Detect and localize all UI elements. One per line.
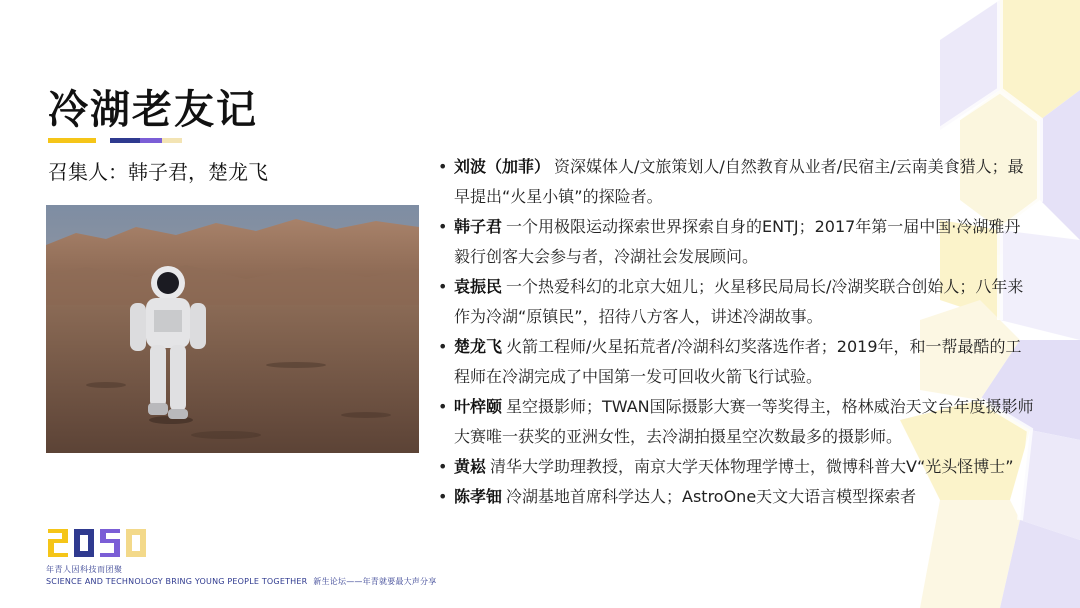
convener-line: 召集人：韩子君，楚龙飞 xyxy=(48,160,268,184)
person-name: 韩子君 xyxy=(454,217,503,236)
list-item: • 叶梓颐 星空摄影师；TWAN国际摄影大赛一等奖得主，格林威治天文台年度摄影师大赛唯一获奖的亚洲女性，去冷湖拍摄星空次数最多的摄影师。 xyxy=(438,397,1034,446)
list-item: • 黄崧 清华大学助理教授，南京大学天体物理学博士，微博科普大V“光头怪博士” xyxy=(438,457,1014,476)
list-item: • 陈孝钿 冷湖基地首席科学达人；AstroOne天文大语言模型探索者 xyxy=(438,487,917,506)
org-line: 年青人因科技而团聚 xyxy=(46,565,123,574)
slogan-line xyxy=(46,576,436,587)
list-item: • 楚龙飞 火箭工程师/火星拓荒者/冷湖科幻奖落选作者；2019年，和一帮最酷的工程师在冷湖完成了中国第一发可回收火箭飞行试验。 xyxy=(438,337,1022,386)
slogan-cn: 新生论坛——年青就要最大声分享 xyxy=(313,577,437,586)
page-title: 冷湖老友记 xyxy=(48,87,258,133)
list-item: • 韩子君 一个用极限运动探索世界探索自身的ENTJ；2017年第一届中国·冷湖雅丹毅行创客大会参与者，冷湖社会发展顾问。 xyxy=(438,217,1021,266)
person-desc: 一个热爱科幻的北京大妞儿；火星移民局局长/冷湖奖联合创始人；八年来作为冷湖“原镇民”，招待八方客人，讲述冷湖故事。 xyxy=(454,277,1024,326)
people-list xyxy=(436,152,1036,512)
astronaut-photo xyxy=(46,205,419,453)
person-name: 黄崧 xyxy=(454,457,487,476)
person-desc: 一个用极限运动探索世界探索自身的ENTJ；2017年第一届中国·冷湖雅丹毅行创客大会参与者，冷湖社会发展顾问。 xyxy=(454,217,1021,266)
logo-2050 xyxy=(46,525,154,561)
person-desc: 清华大学助理教授，南京大学天体物理学博士，微博科普大V“光头怪博士” xyxy=(490,457,1014,476)
person-desc: 火箭工程师/火星拓荒者/冷湖科幻奖落选作者；2019年，和一帮最酷的工程师在冷湖完成了中国第一发可回收火箭飞行试验。 xyxy=(454,337,1022,386)
slogan-en: SCIENCE AND TECHNOLOGY BRING YOUNG PEOPLE TOGETHER xyxy=(46,577,308,586)
person-name: 陈孝钿 xyxy=(454,487,503,506)
person-desc: 星空摄影师；TWAN国际摄影大赛一等奖得主，格林威治天文台年度摄影师大赛唯一获奖的亚洲女性，去冷湖拍摄星空次数最多的摄影师。 xyxy=(454,397,1034,446)
list-item: • 袁振民 一个热爱科幻的北京大妞儿；火星移民局局长/冷湖奖联合创始人；八年来作为冷湖“原镇民”，招待八方客人，讲述冷湖故事。 xyxy=(438,277,1024,326)
person-desc: 资深媒体人/文旅策划人/自然教育从业者/民宿主/云南美食猎人；最早提出“火星小镇”的探险者。 xyxy=(454,157,1024,206)
person-name: 楚龙飞 xyxy=(454,337,503,356)
person-name: 袁振民 xyxy=(454,277,503,296)
list-item: • 刘波（加菲） 资深媒体人/文旅策划人/自然教育从业者/民宿主/云南美食猎人；最早提出“火星小镇”的探险者。 xyxy=(438,157,1024,206)
person-desc: 冷湖基地首席科学达人；AstroOne天文大语言模型探索者 xyxy=(506,487,917,506)
person-name: 叶梓颐 xyxy=(454,397,503,416)
person-name: 刘波（加菲） xyxy=(454,157,551,176)
title-underline xyxy=(48,138,182,143)
